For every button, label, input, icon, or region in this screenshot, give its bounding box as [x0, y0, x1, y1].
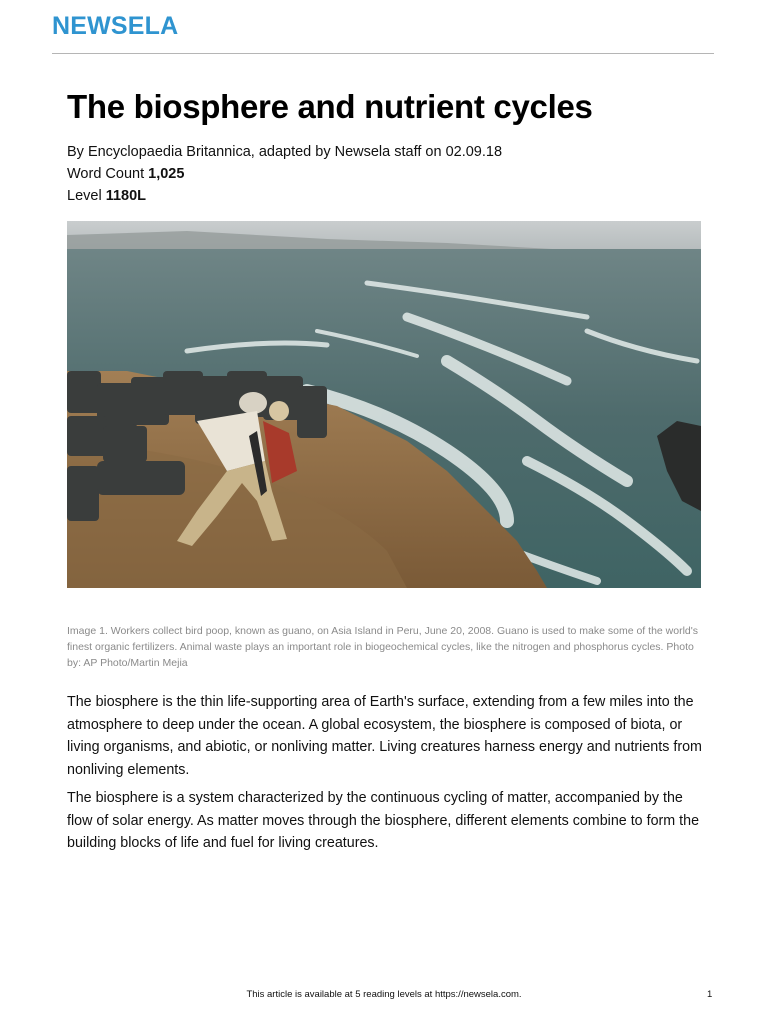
level-label: Level: [67, 188, 102, 204]
level-value: 1180L: [105, 188, 147, 204]
paragraph: The biosphere is a system characterized by the continuous cycling of matter, accompanied by the flow of solar energy. As matter moves through the biosphere, different elements combine to form the building blocks of life and fuel for living creatures.: [67, 790, 700, 851]
reading-level: [67, 185, 502, 207]
word-count: [67, 163, 502, 185]
article-title: The biosphere and nutrient cycles: [67, 88, 593, 125]
image-caption: Image 1. Workers collect bird poop, known as guano, on Asia Island in Peru, June 20, 2008. Guano is used to make some of the world's finest organic fertilizers. Animal waste plays an important role in biogeochemical cycles, like the nitrogen and phosphorus cycles. Photo by: AP Photo/Martin Mejia: [67, 625, 699, 669]
word-count-label: Word Count: [67, 166, 145, 182]
article-body: [67, 691, 707, 861]
paragraph: The biosphere is the thin life-supporting area of Earth's surface, extending from a few miles into the atmosphere to deep under the ocean. A global ecosystem, the biosphere is composed of biota, or living organisms, and abiotic, or nonliving matter. Living creatures harness energy and nutrients from nonliving elements.: [67, 694, 702, 778]
article-meta: [67, 141, 502, 207]
page-number: 1: [707, 989, 713, 1000]
byline: By Encyclopaedia Britannica, adapted by Newsela staff on 02.09.18: [67, 144, 503, 160]
header-divider: [52, 53, 714, 54]
word-count-value: 1,025: [148, 166, 185, 182]
footer-note: This article is available at 5 reading levels at https://newsela.com.: [246, 989, 522, 1000]
article-photo: [67, 221, 701, 588]
newsela-logo[interactable]: NEWSELA: [52, 12, 179, 40]
